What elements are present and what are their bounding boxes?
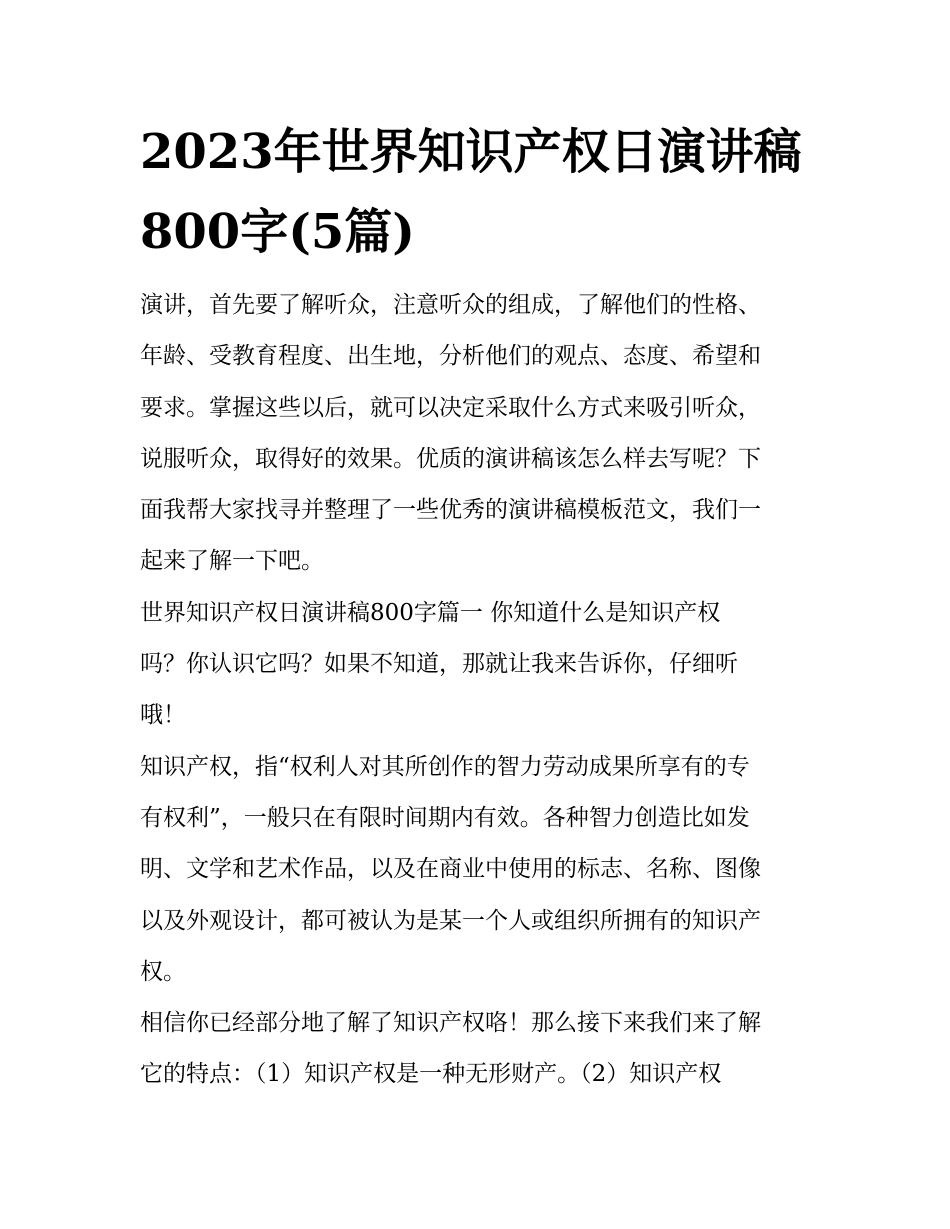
body-line: 面我帮大家找寻并整理了一些优秀的演讲稿模板范文，我们一 [140, 497, 761, 524]
body-line: 年龄、受教育程度、出生地，分析他们的观点、态度、希望和 [140, 343, 761, 370]
body-line: 演讲，首先要了解听众，注意听众的组成，了解他们的性格、 [140, 292, 761, 318]
title-line-2: 800字(5篇) [140, 204, 416, 260]
body-line: 世界知识产权日演讲稿800字篇一 你知道什么是知识产权 [140, 599, 721, 626]
body-line: 要求。掌握这些以后，就可以决定采取什么方式来吸引听众， [140, 394, 761, 421]
document-body [140, 280, 830, 1101]
body-line: 知识产权，指“权利人对其所创作的智力劳动成果所享有的专 [140, 753, 750, 780]
body-line: 明、文学和艺术作品，以及在商业中使用的标志、名称、图像 [140, 856, 761, 883]
body-line: 说服听众，取得好的效果。优质的演讲稿该怎么样去写呢？下 [140, 445, 761, 472]
body-line: 吗？你认识它吗？如果不知道，那就让我来告诉你，仔细听 [140, 651, 738, 678]
body-line: 权。 [140, 958, 186, 985]
body-line: 它的特点：（1）知识产权是一种无形财产。（2）知识产权 [140, 1061, 722, 1088]
body-line: 相信你已经部分地了解了知识产权咯！那么接下来我们来了解 [140, 1010, 761, 1037]
body-line: 以及外观设计，都可被认为是某一个人或组织所拥有的知识产 [140, 907, 761, 934]
body-line: 有权利”，一般只在有限时间期内有效。各种智力创造比如发 [140, 804, 750, 831]
body-line: 起来了解一下吧。 [140, 548, 324, 575]
body-line: 哦！ [140, 702, 186, 729]
title-line-1: 2023年世界知识产权日演讲稿 [140, 124, 802, 180]
document-title [140, 112, 820, 272]
